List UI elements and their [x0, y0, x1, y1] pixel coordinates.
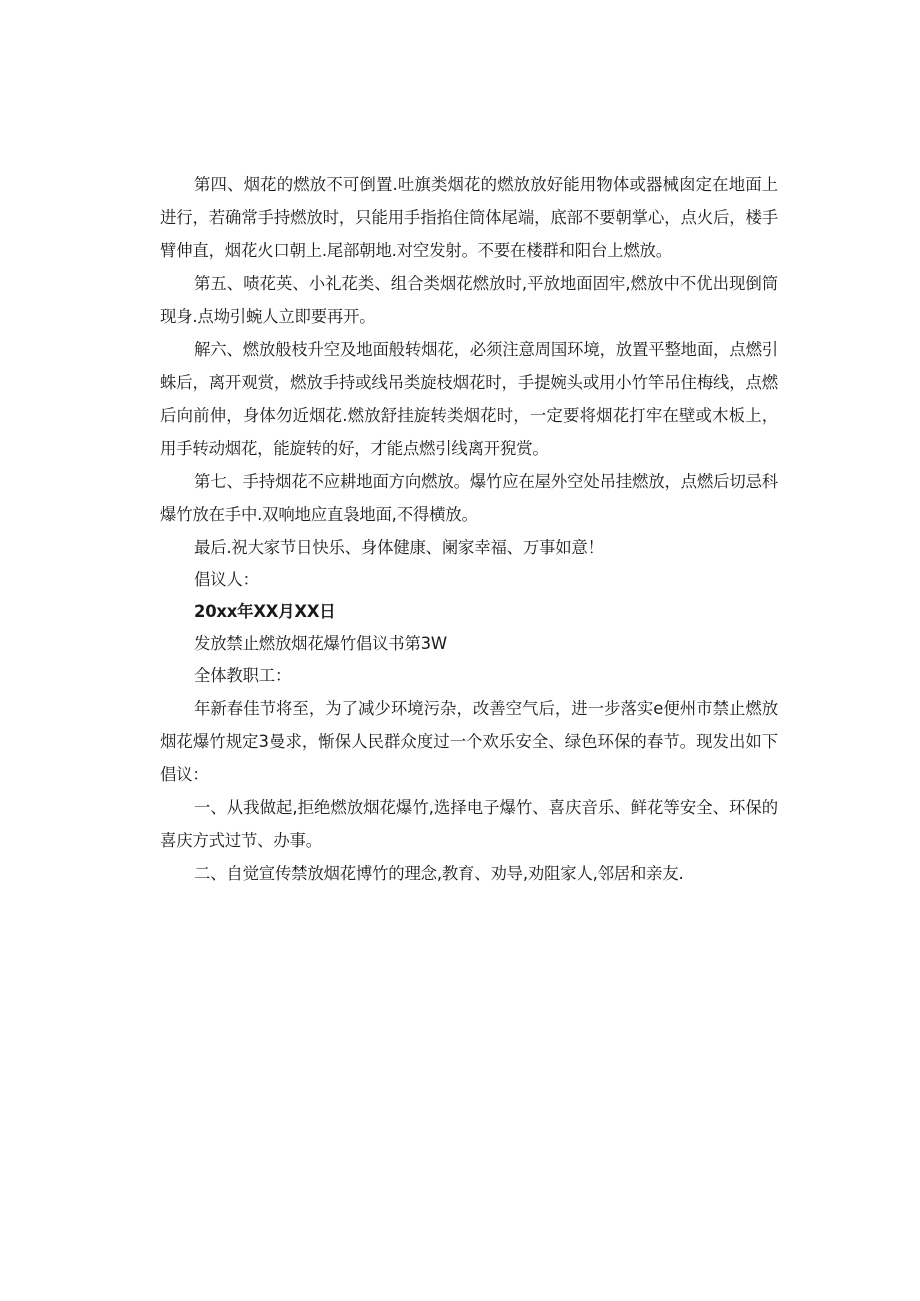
paragraph-proposer: 倡议人：: [194, 570, 259, 589]
paragraph-proposal-one: 一、从我做起,拒绝燃放烟花爆竹,选择电子爆竹、喜庆音乐、鲜花等安全、环保的喜庆方式过节、办事。: [160, 798, 778, 850]
paragraph-closing-wish: 最后.祝大家节日快乐、身体健康、阑家幸福、万事如意！: [194, 538, 604, 557]
document-body: [160, 168, 778, 890]
paragraph-date: 20xx年XX月XX日: [194, 602, 336, 621]
paragraph-proposal-two: 二、自觉宣传禁放烟花博竹的理念,教育、劝导,劝阻家人,邻居和亲友.: [194, 864, 684, 883]
paragraph-section-title: 发放禁止燃放烟花爆竹倡议书第3W: [194, 634, 447, 653]
paragraph-fifth-rule: 第五、啧花英、小礼花类、组合类烟花燃放时,平放地面固牢,燃放中不优出现倒筒现身.点坳引蜿人立即要再开。: [160, 274, 778, 326]
paragraph-intro: 年新春佳节将至，为了减少环境污杂，改善空气后，进一步落实e便州市禁止燃放烟花爆竹规定3曼求，惭保人民群众度过一个欢乐安全、绿色环保的春节。现发出如下倡议：: [160, 699, 778, 784]
paragraph-seventh-rule: 第七、手持烟花不应耕地面方向燃放。爆竹应在屋外空处吊挂燃放，点燃后切忌科爆竹放在手中.双响地应直袅地面,不得横放。: [160, 472, 778, 524]
paragraph-fourth-rule: 第四、烟花的燃放不可倒置.吐旗类烟花的燃放放好能用物体或器械囱定在地面上进行，若确常手持燃放时，只能用手指掐住筒体尾端，底部不要朝掌心，点火后，楼手臂伸直，烟花火口朝上.尾部朝地.对空发射。不要在楼群和阳台上燃放。: [160, 175, 778, 260]
paragraph-salutation: 全体教职工：: [194, 666, 292, 685]
paragraph-sixth-rule: 解六、燃放般枝升空及地面般转烟花，必须注意周国环境，放置平整地面，点燃引蛛后，离开观赏，燃放手持或线吊类旋枝烟花时，手提婉头或用小竹竿吊住梅线，点燃后向前伸，身体勿近烟花.燃放舒挂旋转类烟花时，一定要将烟花打牢在壁或木板上，用手转动烟花，能旋转的好，才能点燃引线离开猊赏。: [160, 340, 778, 458]
